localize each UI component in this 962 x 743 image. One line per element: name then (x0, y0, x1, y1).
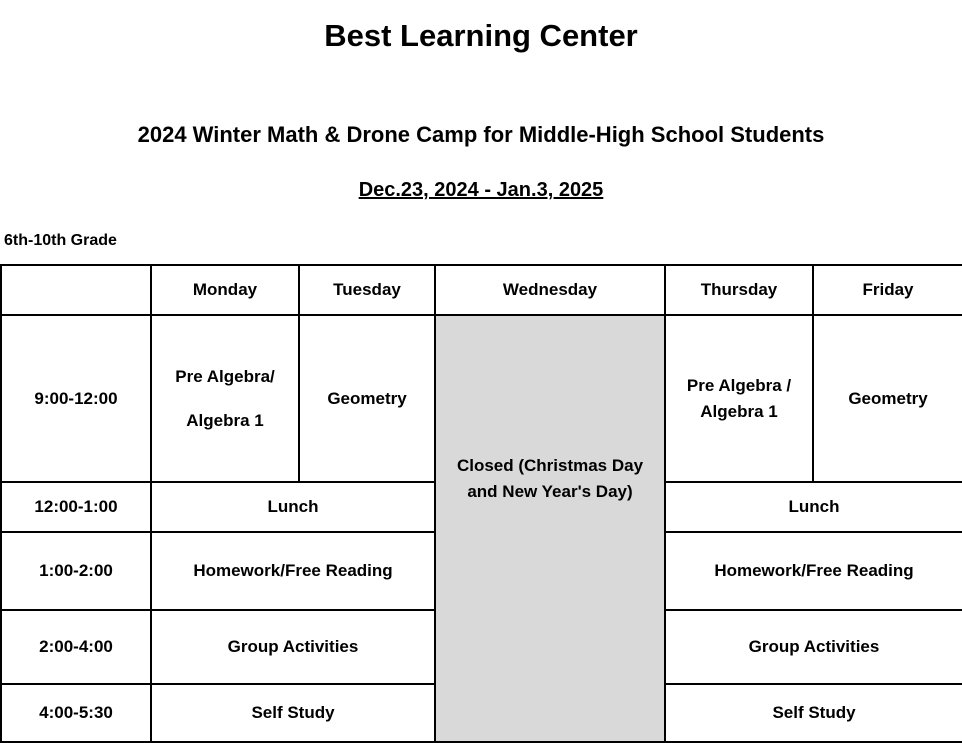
schedule-table (0, 264, 962, 743)
day-header-wednesday: Wednesday (435, 265, 665, 315)
closed-line2: and New Year's Day) (467, 481, 633, 501)
day-header-thursday: Thursday (665, 265, 813, 315)
thursday-morning-cell (665, 315, 813, 482)
grade-label: 6th-10th Grade (4, 232, 117, 249)
time-cell: 12:00-1:00 (1, 482, 151, 532)
thu-fri-self-study-cell: Self Study (665, 684, 962, 742)
thursday-morning-line1: Pre Algebra / (686, 375, 792, 395)
time-cell: 1:00-2:00 (1, 532, 151, 610)
mon-tue-self-study-cell: Self Study (151, 684, 435, 742)
monday-morning-line1: Pre Algebra/ (175, 366, 275, 386)
day-header-friday: Friday (813, 265, 962, 315)
closed-line1: Closed (Christmas Day (456, 455, 644, 475)
wednesday-closed-cell (435, 315, 665, 742)
time-cell: 4:00-5:30 (1, 684, 151, 742)
thu-fri-lunch-cell: Lunch (665, 482, 962, 532)
camp-dates: Dec.23, 2024 - Jan.3, 2025 (358, 179, 604, 201)
time-cell: 2:00-4:00 (1, 610, 151, 684)
monday-morning-cell (151, 315, 299, 482)
mon-tue-lunch-cell: Lunch (151, 482, 435, 532)
day-header-tuesday: Tuesday (299, 265, 435, 315)
mon-tue-homework-cell: Homework/Free Reading (151, 532, 435, 610)
tuesday-morning-cell: Geometry (299, 315, 435, 482)
camp-subtitle: 2024 Winter Math & Drone Camp for Middle-High School Students (137, 122, 825, 147)
thu-fri-homework-cell: Homework/Free Reading (665, 532, 962, 610)
friday-morning-cell: Geometry (813, 315, 962, 482)
day-header-monday: Monday (151, 265, 299, 315)
mon-tue-group-cell: Group Activities (151, 610, 435, 684)
header-row (1, 265, 962, 315)
corner-cell (1, 265, 151, 315)
monday-morning-line2: Algebra 1 (186, 410, 264, 430)
thursday-morning-line2: Algebra 1 (700, 401, 778, 421)
thu-fri-group-cell: Group Activities (665, 610, 962, 684)
time-cell: 9:00-12:00 (1, 315, 151, 482)
page-title: Best Learning Center (324, 18, 638, 53)
schedule-row-morning (1, 315, 962, 482)
